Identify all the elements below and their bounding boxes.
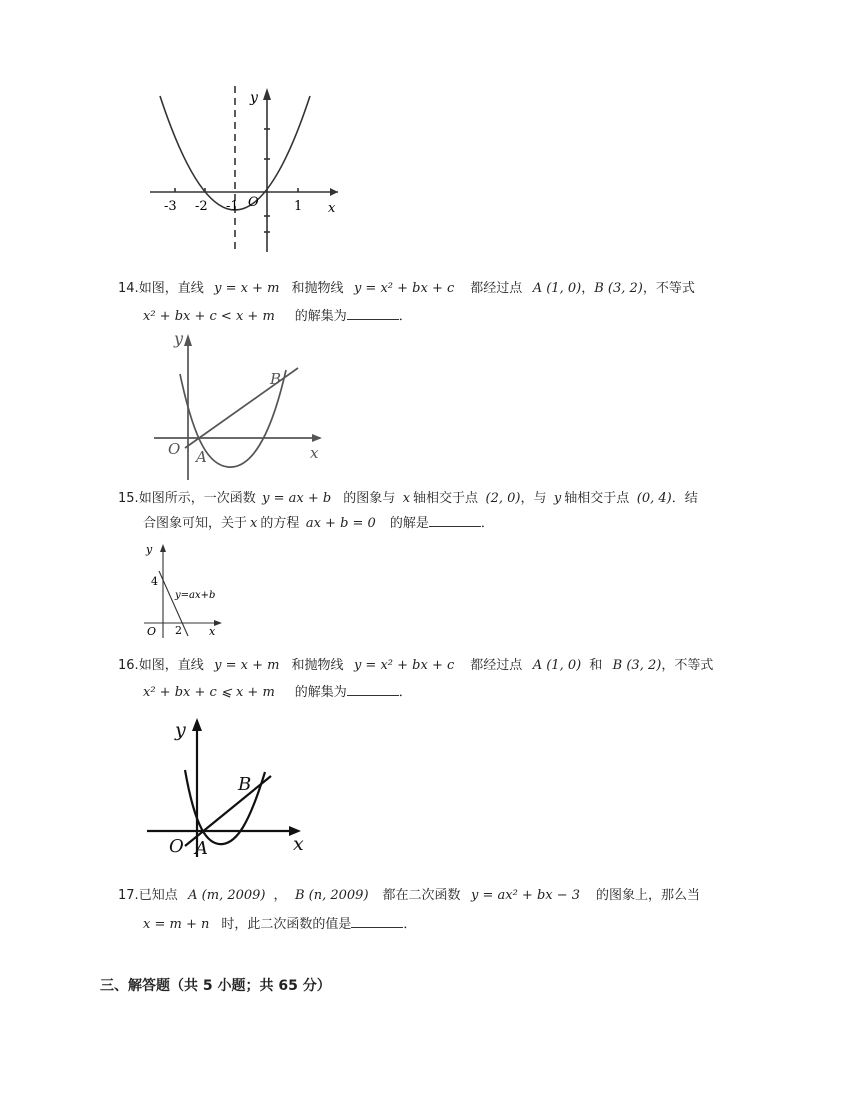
q14-line2: x² + bx + c < x + m 的解集为 ． [143,305,412,327]
q16-number: 16. [118,658,139,673]
q15-equation: ax + b = 0 [305,516,376,531]
q15-line2: 合图象可知，关于 x 的方程 ax + b = 0 的解是 ． [143,512,494,534]
q16-line1: 16.如图，直线 y = x + m 和抛物线 y = x² + bx + c 都经过点 A (1, 0) 和 B (3, 2)，不等式 [118,658,714,673]
q14-inequality: x² + bx + c < x + m [143,309,275,324]
tick-label-neg1: -1 [226,199,239,214]
q15-point-y-intercept: (0, 4) [636,491,672,506]
q15-number: 15. [118,491,139,506]
q15-line1: 15.如图所示，一次函数 y = ax + b 的图象与 x 轴相交于点 (2, 0)，与 y 轴相交于点 (0, 4)．结 [118,491,698,506]
q17-point-a: A (m, 2009) [188,888,266,903]
svg-text:2: 2 [175,624,182,637]
q16-point-a: A (1, 0) [532,658,582,673]
q17-point-b: B (n, 2009) [294,888,369,903]
q17-line2: x = m + n 时，此二次函数的值是 ． [143,913,416,935]
svg-text:y: y [175,719,186,741]
q16-parabola-equation: y = x² + bx + c [353,658,455,673]
q14-line-equation: y = x + m [214,281,280,296]
tick-label-neg3: -3 [164,199,177,214]
parabola-graph-1 [140,84,350,254]
q16-line-equation: y = x + m [214,658,280,673]
q17-condition: x = m + n [143,917,210,932]
q14-answer-blank[interactable] [347,305,399,320]
q17-number: 17. [118,888,139,903]
q16-answer-blank[interactable] [347,681,399,696]
svg-text:x: x [310,444,319,462]
svg-text:B: B [270,370,282,388]
svg-text:A: A [195,838,208,859]
q17-answer-blank[interactable] [351,913,403,928]
tick-label-neg2: -2 [195,199,208,214]
q15-function: y = ax + b [262,491,332,506]
q17-line1: 17.已知点 A (m, 2009) ， B (n, 2009) 都在二次函数 y = ax² + bx − 3 的图象上，那么当 [118,888,701,903]
q14-graph [150,330,340,480]
svg-text:A: A [196,448,207,466]
q15-answer-blank[interactable] [429,512,481,527]
q17-function: y = ax² + bx − 3 [471,888,581,903]
x-axis-label: x [328,201,336,216]
q16-inequality: x² + bx + c ⩽ x + m [143,685,275,700]
q16-point-b: B (3, 2) [612,658,662,673]
q14-parabola-equation: y = x² + bx + c [353,281,455,296]
origin-label: O [248,195,259,210]
svg-text:B: B [238,774,252,795]
svg-text:x: x [209,625,216,638]
svg-text:y: y [174,330,184,348]
q16-line2: x² + bx + c ⩽ x + m 的解集为 ． [143,681,412,703]
q14-point-b: B (3, 2) [594,281,643,296]
section-3-heading: 三、解答题（共 5 小题；共 65 分） [100,978,331,994]
svg-text:O: O [147,625,157,638]
svg-text:O: O [168,440,181,458]
q14-straight-line [185,368,298,448]
q16-graph [145,712,315,862]
svg-text:4: 4 [151,575,158,588]
q15-graph [140,538,230,640]
svg-text:O: O [169,836,184,857]
svg-text:y=ax+b: y=ax+b [175,590,216,601]
svg-text:x: x [293,833,304,855]
tick-label-1: 1 [294,199,303,214]
y-axis-label: y [250,90,258,106]
q14-point-a: A (1, 0) [532,281,582,296]
q14-number: 14. [118,281,139,296]
q15-point-x-intercept: (2, 0) [485,491,521,506]
svg-text:y: y [146,543,153,556]
q14-line1: 14.如图，直线 y = x + m 和抛物线 y = x² + bx + c 都经过点 A (1, 0)，B (3, 2)，不等式 [118,281,695,296]
